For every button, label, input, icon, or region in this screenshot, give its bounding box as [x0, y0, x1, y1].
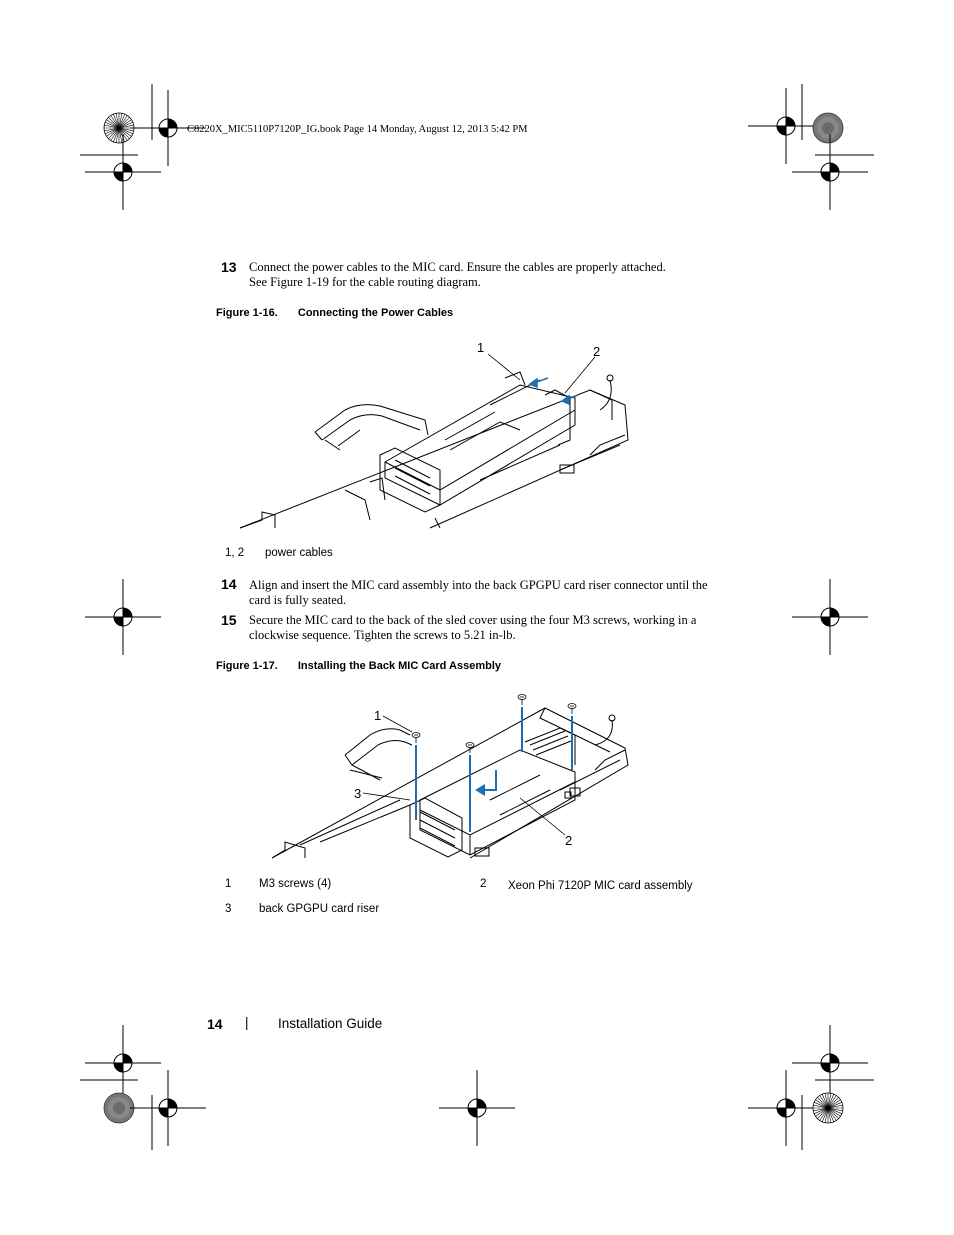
figure-16-title: Connecting the Power Cables — [297, 307, 454, 319]
figure-17-callout-2: 2 — [565, 833, 573, 848]
figure-17-legend-key-3: 3 — [225, 903, 232, 915]
step-number-13: 13 — [221, 259, 237, 275]
figure-17-label: Figure 1-17. — [216, 660, 278, 672]
step-15-line2: clockwise sequence. Tighten the screws to 5.21 in-lb. — [249, 628, 516, 642]
figure-16-label: Figure 1-16. — [216, 307, 278, 319]
figure-17-legend-value-1: M3 screws (4) — [259, 878, 332, 890]
figure-16-legend-value: power cables — [265, 547, 333, 559]
step-13-line1: Connect the power cables to the MIC card. Ensure the cables are properly attached. — [249, 260, 666, 274]
figure-16-callout-1: 1 — [477, 340, 485, 355]
step-14-line2: card is fully seated. — [249, 593, 347, 607]
step-13-line2: See Figure 1-19 for the cable routing diagram. — [249, 275, 481, 289]
footer-title: Installation Guide — [278, 1016, 383, 1031]
step-number-15: 15 — [221, 612, 237, 628]
figure-17-title: Installing the Back MIC Card Assembly — [297, 660, 502, 672]
figure-17-legend-key-2: 2 — [480, 878, 487, 890]
figure-16-callout-2: 2 — [593, 344, 601, 359]
figure-17-legend-key-1: 1 — [225, 878, 232, 890]
figure-17-legend-value-2: Xeon Phi 7120P MIC card assembly — [508, 880, 693, 892]
step-number-14: 14 — [221, 576, 237, 592]
step-14-line1: Align and insert the MIC card assembly into the back GPGPU card riser connector until the — [249, 578, 708, 592]
page-number: 14 — [207, 1016, 223, 1032]
figure-16-legend-key: 1, 2 — [225, 547, 245, 559]
figure-17-callout-3: 3 — [354, 786, 362, 801]
figure-17-callout-1: 1 — [374, 708, 382, 723]
step-15-line1: Secure the MIC card to the back of the sled cover using the four M3 screws, working in a — [249, 613, 697, 627]
book-header-line: C8220X_MIC5110P7120P_IG.book Page 14 Monday, August 12, 2013 5:42 PM — [187, 124, 528, 135]
footer-separator: | — [245, 1015, 249, 1030]
figure-17-legend-value-3: back GPGPU card riser — [259, 903, 380, 915]
